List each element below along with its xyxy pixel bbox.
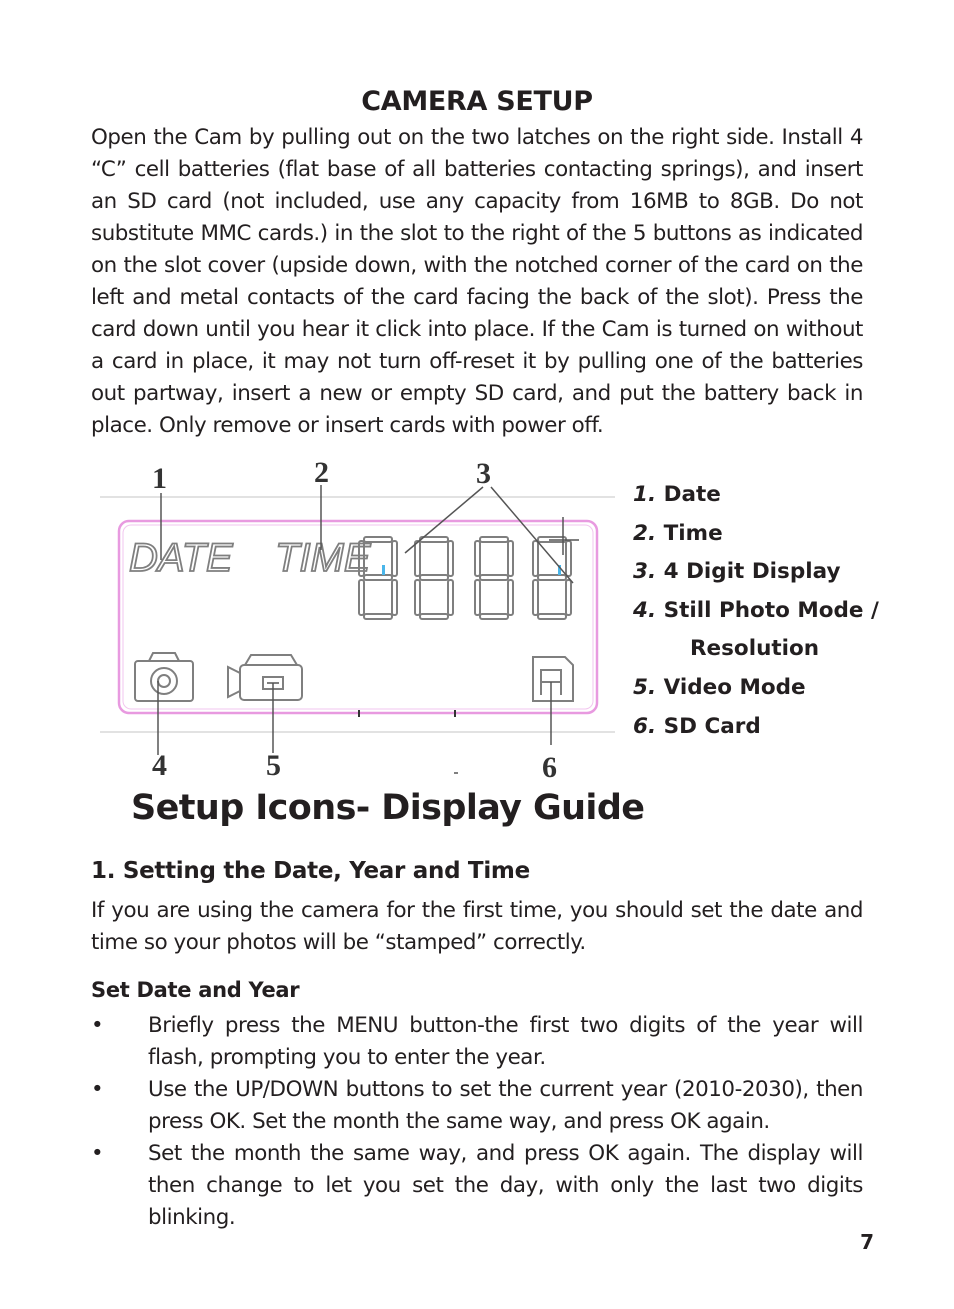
bullet-item <box>91 1074 863 1138</box>
bullet-dot: • <box>91 1013 104 1038</box>
four-digit-display <box>359 537 571 619</box>
page-title: CAMERA SETUP <box>361 86 593 117</box>
bullet-item <box>91 1010 863 1074</box>
legend-item-continued: Resolution <box>690 636 820 662</box>
bullet-text: Briefly press the MENU button-the first two digits of the year will flash, prompting you to enter the year. <box>148 1013 863 1070</box>
lcd-display-diagram <box>95 455 620 785</box>
bullet-text: Set the month the same way, and press OK again. The display will then change to let you set the day, with only the last two digits blinking. <box>148 1141 863 1230</box>
guide-title: Setup Icons- Display Guide <box>131 788 645 828</box>
digit-2 <box>415 537 453 619</box>
digit-1 <box>359 537 397 619</box>
bullet-dot: • <box>91 1141 104 1166</box>
callout-number-4: 4 <box>152 749 167 782</box>
digit-colon-left <box>382 565 385 575</box>
callout-number-5: 5 <box>266 749 281 782</box>
callout-number-6: 6 <box>542 751 557 784</box>
video-camera-icon <box>228 655 302 700</box>
digit-4 <box>533 537 571 619</box>
sd-card-icon <box>533 657 573 701</box>
bullet-item <box>91 1138 863 1234</box>
digit-3 <box>475 537 513 619</box>
legend-item: 6. SD Card <box>633 713 761 739</box>
bullet-dot: • <box>91 1077 104 1102</box>
subsection-title: Set Date and Year <box>91 978 300 1002</box>
bullet-list <box>91 1010 863 1234</box>
legend-item: 4. Still Photo Mode / <box>633 597 879 623</box>
legend-item: 3. 4 Digit Display <box>633 559 841 585</box>
legend-item: 1. Date <box>633 482 721 507</box>
callout-number-1: 1 <box>152 462 167 495</box>
lcd-time-label: TIME <box>275 536 371 580</box>
callout-number-2: 2 <box>314 456 329 489</box>
lcd-date-label: DATE <box>129 536 233 580</box>
legend-item: 2. Time <box>633 520 723 546</box>
page-number: 7 <box>860 1230 874 1254</box>
section-paragraph: If you are using the camera for the first time, you should set the date and time so your photos will be “stamped” correctly. <box>91 898 863 955</box>
diagram-legend <box>633 476 879 746</box>
bullet-text: Use the UP/DOWN buttons to set the current year (2010-2030), then press OK. Set the month the same way, and press OK again. <box>148 1077 863 1134</box>
section-title: 1. Setting the Date, Year and Time <box>91 858 530 884</box>
legend-item: 5. Video Mode <box>633 674 806 700</box>
callout-number-3: 3 <box>476 457 491 490</box>
intro-paragraph: Open the Cam by pulling out on the two latches on the right side. Install 4 “C” cell batteries (flat base of all batteries contacting springs), and insert an SD card (not included, use any capacity from 16MB to 8GB. Do not substitute MMC cards.) in the slot to the right of the 5 buttons as indicated on the slot cover (upside down, with the notched corner of the card on the left and metal contacts of the card facing the back of the slot). Press the card down until you hear it click into place. If the Cam is turned on without a card in place, it may not turn off-reset it by pulling one of the batteries out partway, insert a new or empty SD card, and put the battery back in place. Only remove or insert cards with power off. <box>91 125 863 438</box>
camera-icon <box>135 653 193 701</box>
